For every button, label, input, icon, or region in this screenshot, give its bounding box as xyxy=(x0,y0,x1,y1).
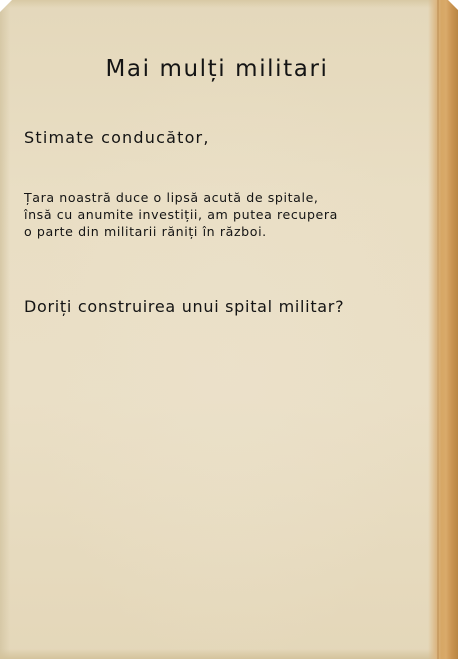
paper-corner-torn xyxy=(448,0,458,10)
paper-corner-torn xyxy=(0,0,12,12)
letter-greeting: Stimate conducător, xyxy=(24,128,210,147)
paper-left-edge xyxy=(0,0,10,659)
letter-body-line: însă cu anumite investiții, am putea recupera xyxy=(24,207,338,222)
letter-body-line: o parte din militarii răniți în război. xyxy=(24,224,267,239)
paper-right-edge xyxy=(428,0,458,659)
paper-fold-line xyxy=(437,0,439,659)
letter-body-line: Țara noastră duce o lipsă acută de spitale, xyxy=(24,190,319,205)
letter-title: Mai mulți militari xyxy=(105,56,329,82)
paper-top-edge xyxy=(0,0,458,8)
paper-bottom-edge xyxy=(0,649,458,659)
decision-question[interactable]: Doriți construirea unui spital militar? xyxy=(24,297,345,316)
